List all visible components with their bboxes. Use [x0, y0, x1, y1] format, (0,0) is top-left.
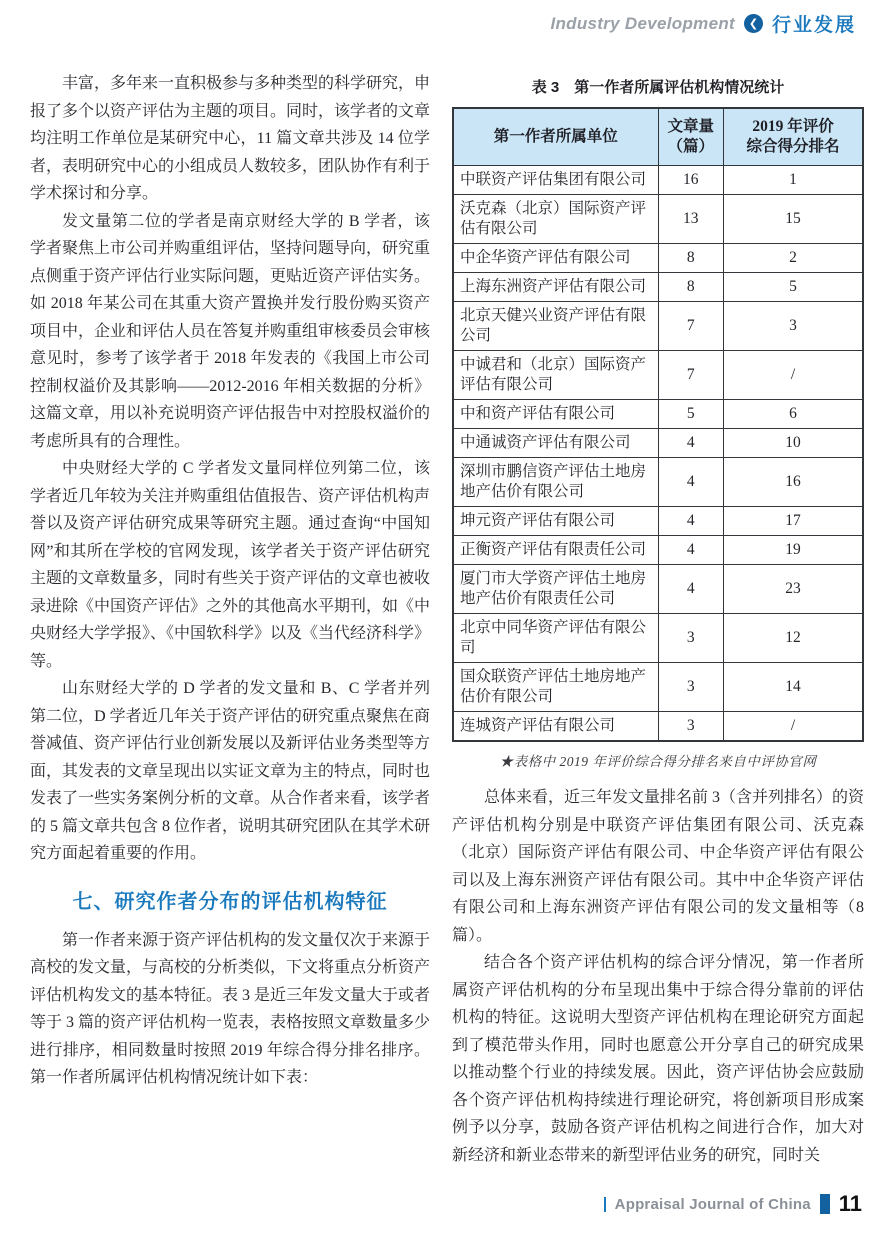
- count-cell: 3: [658, 712, 724, 742]
- count-cell: 7: [658, 302, 724, 351]
- table-row: [453, 244, 863, 273]
- org-cell: 中和资产评估有限公司: [453, 400, 658, 429]
- rank-cell: 14: [724, 663, 863, 712]
- table-row: [453, 663, 863, 712]
- rank-cell: 12: [724, 614, 863, 663]
- org-cell: 连城资产评估有限公司: [453, 712, 658, 742]
- paragraph: 第一作者来源于资产评估机构的发文量仅次于来源于高校的发文量，与高校的分析类似，下文将重点分析资产评估机构发文的基本特征。表 3 是近三年发文量大于或者等于 3 篇的资产评估机构一览表，表格按照文章数量多少进行排序，相同数量时按照 2019 年综合得分排名排序。第一作者所属评估机构情况统计如下表：: [30, 931, 431, 1086]
- header-count-line2: （篇）: [667, 138, 715, 155]
- org-cell: 沃克森（北京）国际资产评估有限公司: [453, 195, 658, 244]
- right-column: [452, 70, 864, 1169]
- table-row: [453, 195, 863, 244]
- count-cell: 13: [658, 195, 724, 244]
- header-rank-line1: 2019 年评价: [752, 118, 834, 135]
- table-caption: 表 3 第一作者所属评估机构情况统计: [531, 79, 785, 96]
- table-header-row: [453, 108, 863, 166]
- count-cell: 3: [658, 614, 724, 663]
- count-cell: 5: [658, 400, 724, 429]
- rank-cell: 1: [724, 166, 863, 195]
- table-row: [453, 273, 863, 302]
- table-row: [453, 458, 863, 507]
- header-title-en: Industry Development: [550, 13, 735, 33]
- table-footnote: ★表格中 2019 年评价综合得分排名来自中评协官网: [499, 754, 817, 769]
- table-row: [453, 302, 863, 351]
- page-footer: [604, 1191, 862, 1217]
- paragraph: 总体来看，近三年发文量排名前 3（含并列排名）的资产评估机构分别是中联资产评估集团有限公司、沃克森（北京）国际资产评估有限公司、中企华资产评估有限公司以及上海东洲资产评估有限公司。其中中企华资产评估有限公司和上海东洲资产评估有限公司的发文量相等（8 篇）。: [452, 789, 865, 944]
- count-cell: 16: [658, 166, 724, 195]
- paragraph: 中央财经大学的 C 学者发文量同样位列第二位，该学者近几年较为关注并购重组估值报告、资产评估机构声誉以及资产评估研究成果等研究主题。通过查询“中国知网”和其所在学校的官网发现，该学者关于资产评估研究主题的文章数量多，同时有些关于资产评估的文章也被收录进除《中国资产评估》之外的其他高水平期刊，如《中央财经大学学报》、《中国软科学》以及《当代经济科学》等。: [30, 460, 431, 670]
- rank-cell: 2: [724, 244, 863, 273]
- count-cell: 4: [658, 458, 724, 507]
- left-column: [30, 70, 430, 1092]
- header-count-line1: 文章量: [667, 118, 715, 135]
- rank-cell: 6: [724, 400, 863, 429]
- table-row: [453, 536, 863, 565]
- org-cell: 厦门市大学资产评估土地房地产估价有限责任公司: [453, 565, 658, 614]
- header-rank-line2: 综合得分排名: [746, 138, 840, 155]
- table-row: [453, 614, 863, 663]
- footer-accent-block: [820, 1194, 830, 1214]
- chevron-glyph: ❮: [748, 17, 759, 30]
- count-cell: 8: [658, 244, 724, 273]
- count-cell: 4: [658, 507, 724, 536]
- rank-cell: 19: [724, 536, 863, 565]
- org-cell: 坤元资产评估有限公司: [453, 507, 658, 536]
- org-cell: 中联资产评估集团有限公司: [453, 166, 658, 195]
- org-cell: 北京天健兴业资产评估有限公司: [453, 302, 658, 351]
- count-cell: 4: [658, 536, 724, 565]
- count-cell: 8: [658, 273, 724, 302]
- paragraph: 山东财经大学的 D 学者的发文量和 B、C 学者并列第二位，D 学者近几年关于资产评估的研究重点聚焦在商誉减值、资产评估行业创新发展以及新评估业务类型等方面，其发表的文章呈现出以实证文章为主的特点，同时也发表了一些实务案例分析的文章。从合作者来看，该学者的 5 篇文章共包含 8 位作者，说明其研究团队在其学术研究方面起着重要的作用。: [30, 680, 431, 862]
- table-row: [453, 565, 863, 614]
- footer-divider-bar: [604, 1197, 606, 1212]
- paragraph: 发文量第二位的学者是南京财经大学的 B 学者，该学者聚焦上市公司并购重组评估，坚持问题导向，研究重点侧重于资产评估行业实际问题，更贴近资产评估实务。如 2018 年某公司在其重大资产置换并发行股份购买资产项目中，企业和评估人员在答复并购重组审核委员会审核意见时，参考了该学者于 2018 年发表的《我国上市公司控制权溢价及其影响——2012-2016 年相关数据的分析》这篇文章，用以补充说明资产评估报告中对控股权溢价的考虑所具有的合理性。: [30, 212, 431, 450]
- org-cell: 深圳市鹏信资产评估土地房地产估价有限公司: [453, 458, 658, 507]
- page-number: 11: [838, 1191, 862, 1216]
- rank-cell: 17: [724, 507, 863, 536]
- header-cell-count: [658, 108, 724, 166]
- org-cell: 中通诚资产评估有限公司: [453, 429, 658, 458]
- rank-cell: 10: [724, 429, 863, 458]
- table-row: [453, 400, 863, 429]
- org-cell: 正衡资产评估有限责任公司: [453, 536, 658, 565]
- org-cell: 中企华资产评估有限公司: [453, 244, 658, 273]
- header-cell-org: 第一作者所属单位: [453, 108, 658, 166]
- count-cell: 3: [658, 663, 724, 712]
- table-row: [453, 351, 863, 400]
- paragraph: 结合各个资产评估机构的综合评分情况，第一作者所属资产评估机构的分布呈现出集中于综合得分靠前的评估机构的特征。这说明大型资产评估机构在理论研究方面起到了模范带头作用，同时也愿意公开分享自己的研究成果以推动整个行业的持续发展。因此，资产评估协会应鼓励各个资产评估机构持续进行理论研究，将创新项目形成案例予以分享，鼓励各资产评估机构之间进行合作，加大对新经济和新业态带来的新型评估业务的研究，同时关: [452, 954, 864, 1164]
- rank-cell: 5: [724, 273, 863, 302]
- rank-cell: 15: [724, 195, 863, 244]
- right-column-text: [452, 784, 864, 1169]
- table-row: [453, 507, 863, 536]
- rank-cell: 3: [724, 302, 863, 351]
- rank-cell: /: [724, 712, 863, 742]
- section-heading: 七、研究作者分布的评估机构特征: [72, 890, 388, 913]
- org-cell: 上海东洲资产评估有限公司: [453, 273, 658, 302]
- page-header: [550, 10, 856, 37]
- table-row: [453, 429, 863, 458]
- paragraph: 丰富，多年来一直积极参与多种类型的科学研究，申报了多个以资产评估为主题的项目。同时，该学者的文章均注明工作单位是某研究中心，11 篇文章共涉及 14 位学者，表明研究中心的小组成员人数较多，团队协作有利于学术探讨和分享。: [30, 75, 431, 202]
- header-title-zh: 行业发展: [771, 15, 856, 36]
- count-cell: 4: [658, 565, 724, 614]
- org-cell: 北京中同华资产评估有限公司: [453, 614, 658, 663]
- count-cell: 4: [658, 429, 724, 458]
- table-row: [453, 166, 863, 195]
- chevron-left-circle-icon: [744, 14, 763, 33]
- rank-cell: 16: [724, 458, 863, 507]
- count-cell: 7: [658, 351, 724, 400]
- stats-table: [452, 107, 864, 742]
- rank-cell: /: [724, 351, 863, 400]
- table-row: [453, 712, 863, 742]
- rank-cell: 23: [724, 565, 863, 614]
- journal-name: Appraisal Journal of China: [614, 1195, 811, 1213]
- org-cell: 国众联资产评估土地房地产估价有限公司: [453, 663, 658, 712]
- header-cell-rank: [724, 108, 863, 166]
- org-cell: 中诚君和（北京）国际资产评估有限公司: [453, 351, 658, 400]
